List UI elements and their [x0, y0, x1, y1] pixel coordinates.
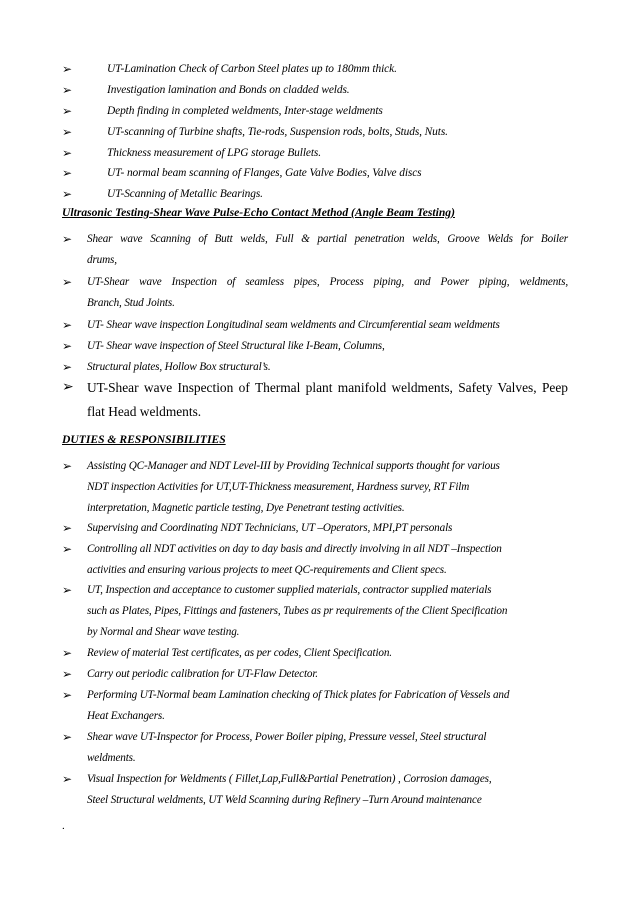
list-item-line: UT-Shear wave Inspection of seamless pipes, Process piping, and Power piping, weldments, [87, 276, 568, 288]
list-item: Depth finding in completed weldments, Inter-stage weldments [107, 105, 383, 117]
footer-mark: . [62, 820, 65, 832]
list-item-line: Controlling all NDT activities on day to day basis and directly involving in all NDT –Inspection [87, 543, 502, 555]
list-item-line: Supervising and Coordinating NDT Technicians, UT –Operators, MPI,PT personals [87, 522, 453, 534]
bullet-icon: ➢ [62, 232, 73, 246]
bullet-icon: ➢ [62, 62, 73, 76]
bullet-icon: ➢ [62, 583, 73, 597]
bullet-icon: ➢ [62, 688, 73, 702]
bullet-icon: ➢ [62, 125, 73, 139]
list-item-line: Review of material Test certificates, as per codes, Client Specification. [87, 647, 392, 659]
list-item-line: Steel Structural weldments, UT Weld Scanning during Refinery –Turn Around maintenance [87, 794, 482, 806]
list-item: Investigation lamination and Bonds on cladded welds. [107, 84, 350, 96]
list-item-line: interpretation, Magnetic particle testing, Dye Penetrant testing activities. [87, 502, 405, 514]
list-item-line: UT- Shear wave inspection of Steel Structural like I-Beam, Columns, [87, 340, 385, 352]
list-item-line: weldments. [87, 752, 136, 764]
list-item: UT- normal beam scanning of Flanges, Gate Valve Bodies, Valve discs [107, 167, 422, 179]
list-item-line: Visual Inspection for Weldments ( Fillet,Lap,Full&Partial Penetration) , Corrosion damages, [87, 773, 492, 785]
list-item: UT-Scanning of Metallic Bearings. [107, 188, 263, 200]
bullet-icon: ➢ [62, 360, 73, 374]
bullet-icon: ➢ [62, 318, 73, 332]
list-item: UT-Lamination Check of Carbon Steel plates up to 180mm thick. [107, 63, 397, 75]
bullet-icon: ➢ [62, 646, 73, 660]
bullet-icon: ➢ [62, 521, 73, 535]
list-item-line: Branch, Stud Joints. [87, 297, 175, 309]
list-item: UT-scanning of Turbine shafts, Tie-rods, Suspension rods, bolts, Studs, Nuts. [107, 126, 448, 138]
bullet-icon: ➢ [62, 146, 73, 160]
list-item-line: Assisting QC-Manager and NDT Level-III by Providing Technical supports thought for various [87, 460, 500, 472]
list-item-line: drums, [87, 254, 117, 266]
list-item-line: Shear wave UT-Inspector for Process, Power Boiler piping, Pressure vessel, Steel structural [87, 731, 487, 743]
bullet-icon: ➢ [62, 542, 73, 556]
list-item-line: NDT inspection Activities for UT,UT-Thickness measurement, Hardness survey, RT Film [87, 481, 470, 493]
bullet-icon: ➢ [62, 166, 73, 180]
list-item-line: such as Plates, Pipes, Fittings and fasteners, Tubes as pr requirements of the Client Specification [87, 605, 508, 617]
bullet-icon: ➢ [62, 83, 73, 97]
bullet-icon: ➢ [62, 339, 73, 353]
list-item-line: Performing UT-Normal beam Lamination checking of Thick plates for Fabrication of Vessels and [87, 689, 510, 701]
section-heading-duties: DUTIES & RESPONSIBILITIES [62, 433, 226, 446]
bullet-icon: ➢ [62, 459, 73, 473]
list-item-line: Heat Exchangers. [87, 710, 165, 722]
list-item-line: flat Head weldments. [87, 404, 202, 419]
bullet-icon: ➢ [62, 667, 73, 681]
list-item-line: Structural plates, Hollow Box structural’s. [87, 361, 271, 373]
list-item-line: Shear wave Scanning of Butt welds, Full & partial penetration welds, Groove Welds for Boiler [87, 233, 568, 245]
list-item-line: UT- Shear wave inspection Longitudinal seam weldments and Circumferential seam weldments [87, 319, 500, 331]
bullet-icon: ➢ [62, 730, 73, 744]
bullet-icon: ➢ [62, 275, 73, 289]
list-item-line: UT, Inspection and acceptance to customer supplied materials, contractor supplied materials [87, 584, 492, 596]
list-item-line: activities and ensuring various projects to meet QC-requirements and Client specs. [87, 564, 447, 576]
bullet-icon: ➢ [62, 380, 74, 395]
bullet-icon: ➢ [62, 187, 73, 201]
section-heading-ultrasonic: Ultrasonic Testing-Shear Wave Pulse-Echo Contact Method (Angle Beam Testing) [62, 206, 455, 219]
list-item-line: by Normal and Shear wave testing. [87, 626, 240, 638]
bullet-icon: ➢ [62, 104, 73, 118]
list-item-line: UT-Shear wave Inspection of Thermal plant manifold weldments, Safety Valves, Peep [87, 380, 568, 395]
list-item: Thickness measurement of LPG storage Bullets. [107, 147, 322, 159]
list-item-line: Carry out periodic calibration for UT-Flaw Detector. [87, 668, 318, 680]
bullet-icon: ➢ [62, 772, 73, 786]
